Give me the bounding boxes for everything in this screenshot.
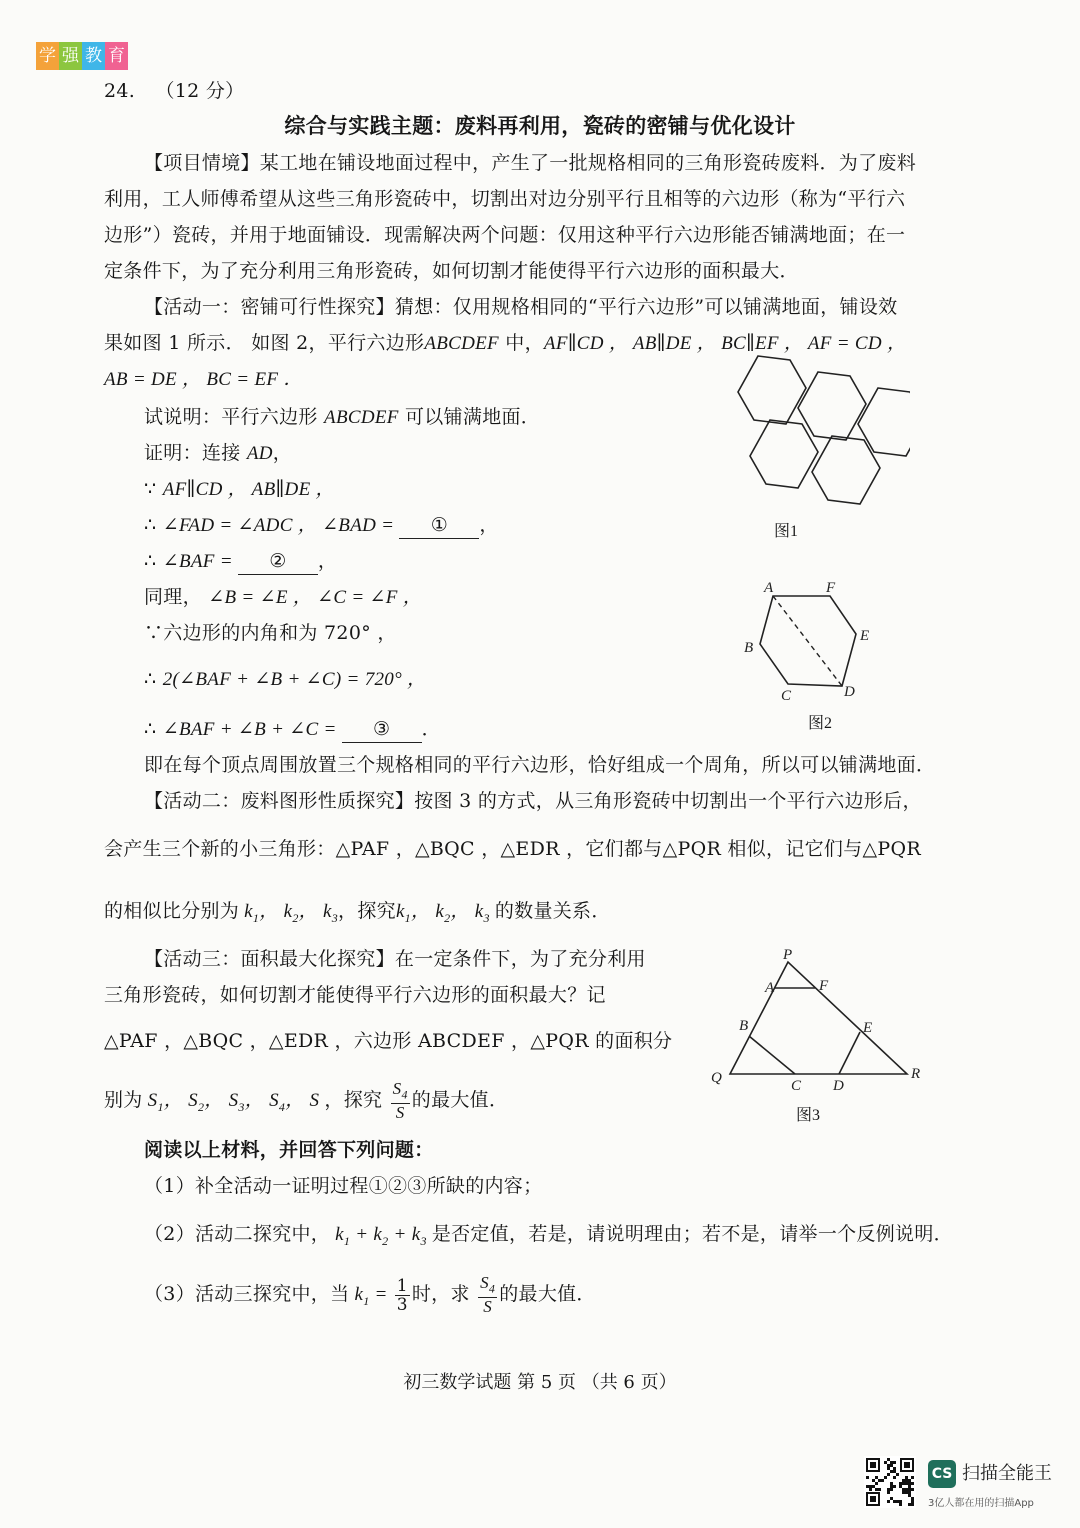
question-2: （2）活动二探究中， $k_1 + k_2 + k_3$ 是否定值，若是，请说明理由；若不是，请举一个反例说明． [144,1223,953,1248]
figure-1-tiling [720,350,910,510]
hexagon-tile [738,356,806,424]
vertex-label: C [781,688,792,704]
blank-3[interactable]: ③ [342,716,422,743]
hexagon-tile [858,388,910,456]
hexagon-tile [750,420,818,488]
question-points: （12 分） [155,80,245,102]
camscanner-logo-icon: CS [928,1460,956,1488]
intro-line: 【项目情境】某工地在铺设地面过程中，产生了一批规格相同的三角形瓷砖废料．为了废料 [144,152,917,174]
logo-char: 强 [59,42,82,70]
intro-line: 定条件下，为了充分利用三角形瓷砖，如何切割才能使得平行六边形的面积最大． [104,260,799,282]
figure-2-hexagon [738,576,878,706]
activity2-line: 会产生三个新的小三角形：△PAF ，△BQC ，△EDR ，它们都与△PQR 相似，记它们与△PQR [104,838,921,860]
activity2-line: 【活动二：废料图形性质探究】按图 3 的方式，从三角形瓷砖中切割出一个平行六边形后， [144,790,922,812]
page-title: 综合与实践主题：废料再利用，瓷砖的密铺与优化设计 [284,113,796,138]
vertex-label: E [860,628,870,644]
figure-1-caption: 图1 [774,523,799,540]
proof-line: ∵ AF∥CD ， AB∥DE ， [144,478,335,500]
activity2-line: 的相似比分别为 $k_1$， $k_2$， $k_3$，探究$k_1$， $k_2$， $k_3$ 的数量关系． [104,900,611,925]
blank-1[interactable]: ① [399,512,479,539]
logo-char: 学 [36,42,59,70]
vertex-label: C [791,1078,802,1094]
question-number: 24. [104,80,136,102]
proof-line: ∴ 2(∠BAF + ∠B + ∠C) = 720° ， [144,668,427,690]
logo-char: 育 [105,42,128,70]
proof-line: 证明：连接 AD， [144,442,293,464]
proof-line: ∴ ∠BAF + ∠B + ∠C = ③ ． [144,716,441,743]
figure-3-caption: 图3 [796,1107,821,1124]
activity1-line: AB = DE ， BC = EF ． [104,369,303,390]
vertex-label: Q [711,1070,722,1086]
vertex-label: F [819,978,829,994]
activity3-line: 别为 $S_1$， $S_2$， $S_3$， $S_4$， S ，探究 $\frac{S_4}{S}$ 的最大值． [104,1079,509,1123]
proof-line: ∴ ∠FAD = ∠ADC ， ∠BAD = ① ， [144,512,499,539]
intro-line: 利用，工人师傅希望从这些三角形瓷砖中，切割出对边分别平行且相等的六边形（称为“平行六 [104,188,906,210]
activity1-line: 【活动一：密铺可行性探究】猜想：仅用规格相同的“平行六边形”可以铺满地面，铺设效 [144,296,898,318]
vertex-label: A [764,580,774,596]
page-footer: 初三数学试题 第 5 页 （共 6 页） [403,1372,677,1393]
vertex-label: A [765,980,775,996]
scanner-app-tagline: 3亿人都在用的扫描App [928,1498,1034,1509]
vertex-label: F [826,580,836,596]
proof-line: ∵六边形的内角和为 720° ， [144,622,397,644]
vertex-label: P [783,947,793,963]
questions-heading: 阅读以上材料，并回答下列问题： [144,1139,434,1161]
vertex-label: D [844,684,855,700]
blank-2[interactable]: ② [238,548,318,575]
figure-3-triangle [705,946,925,1096]
activity1-line: 即在每个顶点周围放置三个规格相同的平行六边形，恰好组成一个周角，所以可以铺满地面． [144,754,936,776]
activity1-line: 果如图 1 所示． 如图 2，平行六边形ABCDEF 中，AF∥CD ， AB∥DE ， BC∥EF ， AF = CD ， [104,332,907,354]
question-1: （1）补全活动一证明过程①②③所缺的内容； [144,1175,543,1197]
activity3-line: △PAF ，△BQC ，△EDR ，六边形 ABCDEF ，△PQR 的面积分 [104,1030,673,1052]
scanner-app-name: 扫描全能王 [962,1463,1052,1484]
proof-line: 同理， ∠B = ∠E ， ∠C = ∠F ， [144,586,423,608]
publisher-logo [36,42,128,70]
figure-2-caption: 图2 [808,715,833,732]
vertex-label: B [744,640,754,656]
intro-line: 边形”）瓷砖，并用于地面铺设．现需解决两个问题：仅用这种平行六边形能否铺满地面；在一 [104,224,906,246]
vertex-label: D [833,1078,844,1094]
activity3-line: 【活动三：面积最大化探究】在一定条件下，为了充分利用 [144,948,646,970]
activity1-line: 试说明：平行六边形 ABCDEF 可以铺满地面． [144,406,541,428]
question-3: （3）活动三探究中，当 $k_1$ = $\frac{1}{3}$ 时，求 $\frac{S_4}{S}$ 的最大值． [144,1273,596,1317]
activity3-line: 三角形瓷砖，如何切割才能使得平行六边形的面积最大？记 [104,984,606,1006]
proof-line: ∴ ∠BAF = ② ， [144,548,337,575]
question-header [104,78,245,104]
hexagon-tile [798,372,866,440]
logo-char: 教 [82,42,105,70]
vertex-label: B [739,1018,749,1034]
qr-code-icon [864,1456,916,1508]
vertex-label: R [911,1066,921,1082]
vertex-label: E [863,1020,873,1036]
